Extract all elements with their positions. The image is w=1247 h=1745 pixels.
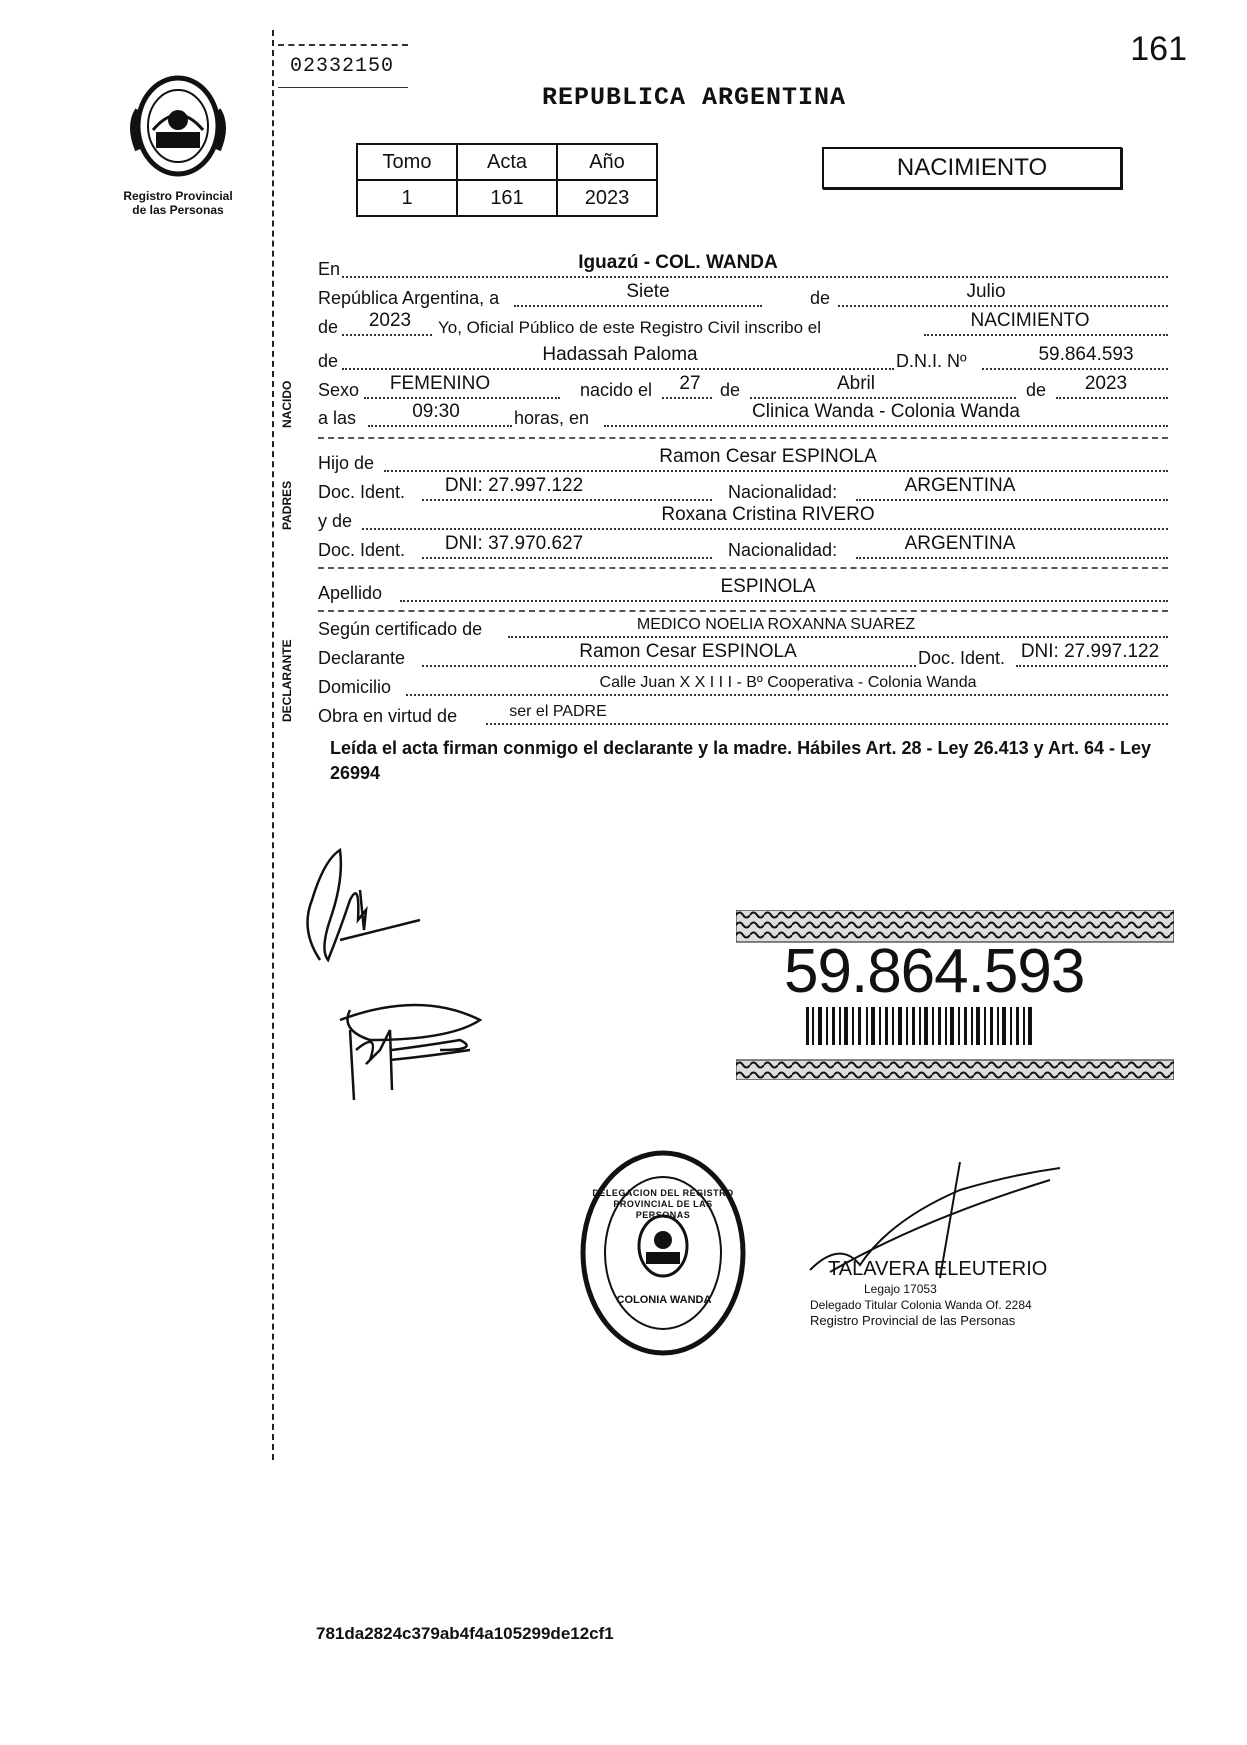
sexo-label: Sexo: [318, 380, 360, 400]
declarante-label: Declarante: [318, 648, 406, 668]
child-dni: 59.864.593: [1038, 344, 1134, 365]
mother-nationality-label: Nacionalidad:: [728, 540, 838, 560]
mother-doc: DNI: 37.970.627: [444, 533, 584, 554]
declarant-signature-icon: [330, 990, 510, 1110]
acta-table-value-row: [357, 180, 657, 216]
acta-value-acta: 161: [457, 180, 557, 216]
row-padre: [318, 446, 1168, 476]
document-title: REPUBLICA ARGENTINA: [542, 83, 847, 112]
declarante-name: Ramon Cesar ESPINOLA: [579, 641, 797, 662]
father-doc: DNI: 27.997.122: [444, 475, 584, 496]
logo-caption-line1: Registro Provincial: [123, 189, 233, 203]
section-label-declarante: DECLARANTE: [280, 639, 294, 722]
declarante-doc-label: Doc. Ident.: [918, 648, 1006, 668]
acta-header-anio: Año: [557, 144, 657, 180]
registration-year: 2023: [368, 310, 412, 331]
horas-label: horas, en: [514, 408, 590, 428]
row-apellido: [318, 576, 1168, 606]
legal-note: Leída el acta firman conmigo el declarante y la madre. Hábiles Art. 28 - Ley 26.413 y Art. 64 - Ley 26994: [330, 738, 1152, 783]
dni-barcode-stamp: [736, 910, 1174, 1080]
domicilio-value: Calle Juan X X I I I - Bº Cooperativa - Colonia Wanda: [599, 674, 977, 691]
nacido-el-label: nacido el: [580, 380, 653, 400]
official-role: Delegado Titular Colonia Wanda Of. 2284: [810, 1298, 1032, 1312]
registrar-signature-icon: [300, 840, 430, 980]
nacido-de-label: de: [318, 351, 339, 371]
de-label: de: [810, 288, 831, 308]
father-nationality-label: Nacionalidad:: [728, 482, 838, 502]
official-signature-block: [810, 1258, 1048, 1329]
acta-table: [356, 143, 658, 217]
official-name: TALAVERA ELEUTERIO: [828, 1258, 1048, 1280]
father-nationality: ARGENTINA: [904, 475, 1016, 496]
hijo-de-label: Hijo de: [318, 453, 375, 473]
birth-day: 27: [679, 373, 701, 394]
birth-year: 2023: [1084, 373, 1128, 394]
acta-header-acta: Acta: [457, 144, 557, 180]
registry-logo: [108, 70, 248, 217]
acta-table-header-row: [357, 144, 657, 180]
a-las-label: a las: [318, 408, 357, 428]
logo-caption-line2: de las Personas: [132, 203, 224, 217]
row-madre-doc: [318, 533, 1168, 563]
child-name: Hadassah Paloma: [542, 344, 698, 365]
seal-outer-text: DELEGACION DEL REGISTRO PROVINCIAL DE LAS PERSONAS: [592, 1188, 734, 1220]
seal-inner-text: COLONIA WANDA: [616, 1294, 712, 1306]
child-sex: FEMENINO: [389, 373, 491, 394]
row-declarante: [318, 641, 1168, 671]
acta-header-tomo: Tomo: [357, 144, 457, 180]
declarante-doc: DNI: 27.997.122: [1020, 641, 1160, 662]
row-padre-doc: [318, 475, 1168, 505]
father-name: Ramon Cesar ESPINOLA: [659, 446, 877, 467]
registration-place: Iguazú - COL. WANDA: [578, 252, 778, 273]
domicilio-label: Domicilio: [318, 677, 392, 697]
section-label-nacido: NACIDO: [280, 380, 294, 428]
acta-value-tomo: 1: [357, 180, 457, 216]
registration-event: NACIMIENTO: [970, 310, 1090, 331]
birth-place: Clinica Wanda - Colonia Wanda: [752, 401, 1020, 422]
row-domicilio: [318, 674, 1168, 700]
registration-day: Siete: [626, 281, 670, 302]
row-obra: [318, 703, 1168, 729]
margin-dashed-line: [272, 30, 274, 1460]
apellido-label: Apellido: [318, 583, 383, 603]
birth-time: 09:30: [412, 401, 460, 422]
document-type-box: NACIMIENTO: [822, 147, 1122, 189]
row-en: [318, 252, 1168, 282]
official-office: Registro Provincial de las Personas: [810, 1313, 1016, 1328]
obra-value: ser el PADRE: [509, 703, 607, 720]
de-prefix-label: de: [318, 317, 339, 337]
row-sexo: [318, 373, 1168, 403]
document-id: 02332150: [290, 55, 395, 78]
y-de-label: y de: [318, 511, 353, 531]
row-hora: [318, 401, 1168, 431]
row-anio: [318, 310, 1168, 340]
inscribo-label: Yo, Oficial Público de este Registro Civil inscribo el: [438, 318, 821, 337]
dni-label: D.N.I. Nº: [896, 351, 967, 371]
nacido-de-label-3: de: [1026, 380, 1047, 400]
nacido-de-label-2: de: [720, 380, 741, 400]
document-id-box: [278, 40, 418, 88]
misiones-emblem-icon: [123, 70, 233, 180]
acta-value-anio: 2023: [557, 180, 657, 216]
dni-stamp-number: 59.864.593: [784, 937, 1085, 1006]
obra-label: Obra en virtud de: [318, 706, 458, 726]
apellido-value: ESPINOLA: [720, 576, 816, 597]
mother-name: Roxana Cristina RIVERO: [661, 504, 875, 525]
row-certificado: [318, 616, 1168, 642]
document-hash: 781da2824c379ab4f4a105299de12cf1: [316, 1624, 614, 1643]
row-nombre: [318, 344, 1168, 374]
official-seal: [578, 1148, 748, 1363]
seal-icon: [578, 1148, 748, 1358]
certificado-label: Según certificado de: [318, 619, 483, 639]
row-fecha: [318, 281, 1168, 311]
birth-month: Abril: [836, 373, 876, 394]
certificado-value: MEDICO NOELIA ROXANNA SUAREZ: [636, 616, 916, 633]
registration-month: Julio: [966, 281, 1006, 302]
row-madre: [318, 504, 1168, 534]
father-doc-label: Doc. Ident.: [318, 482, 406, 502]
mother-nationality: ARGENTINA: [904, 533, 1016, 554]
mother-doc-label: Doc. Ident.: [318, 540, 406, 560]
republica-label: República Argentina, a: [318, 288, 500, 308]
official-legajo: Legajo 17053: [864, 1282, 937, 1296]
en-label: En: [318, 259, 341, 279]
page-number: 161: [1130, 30, 1187, 68]
section-label-padres: PADRES: [280, 480, 294, 530]
